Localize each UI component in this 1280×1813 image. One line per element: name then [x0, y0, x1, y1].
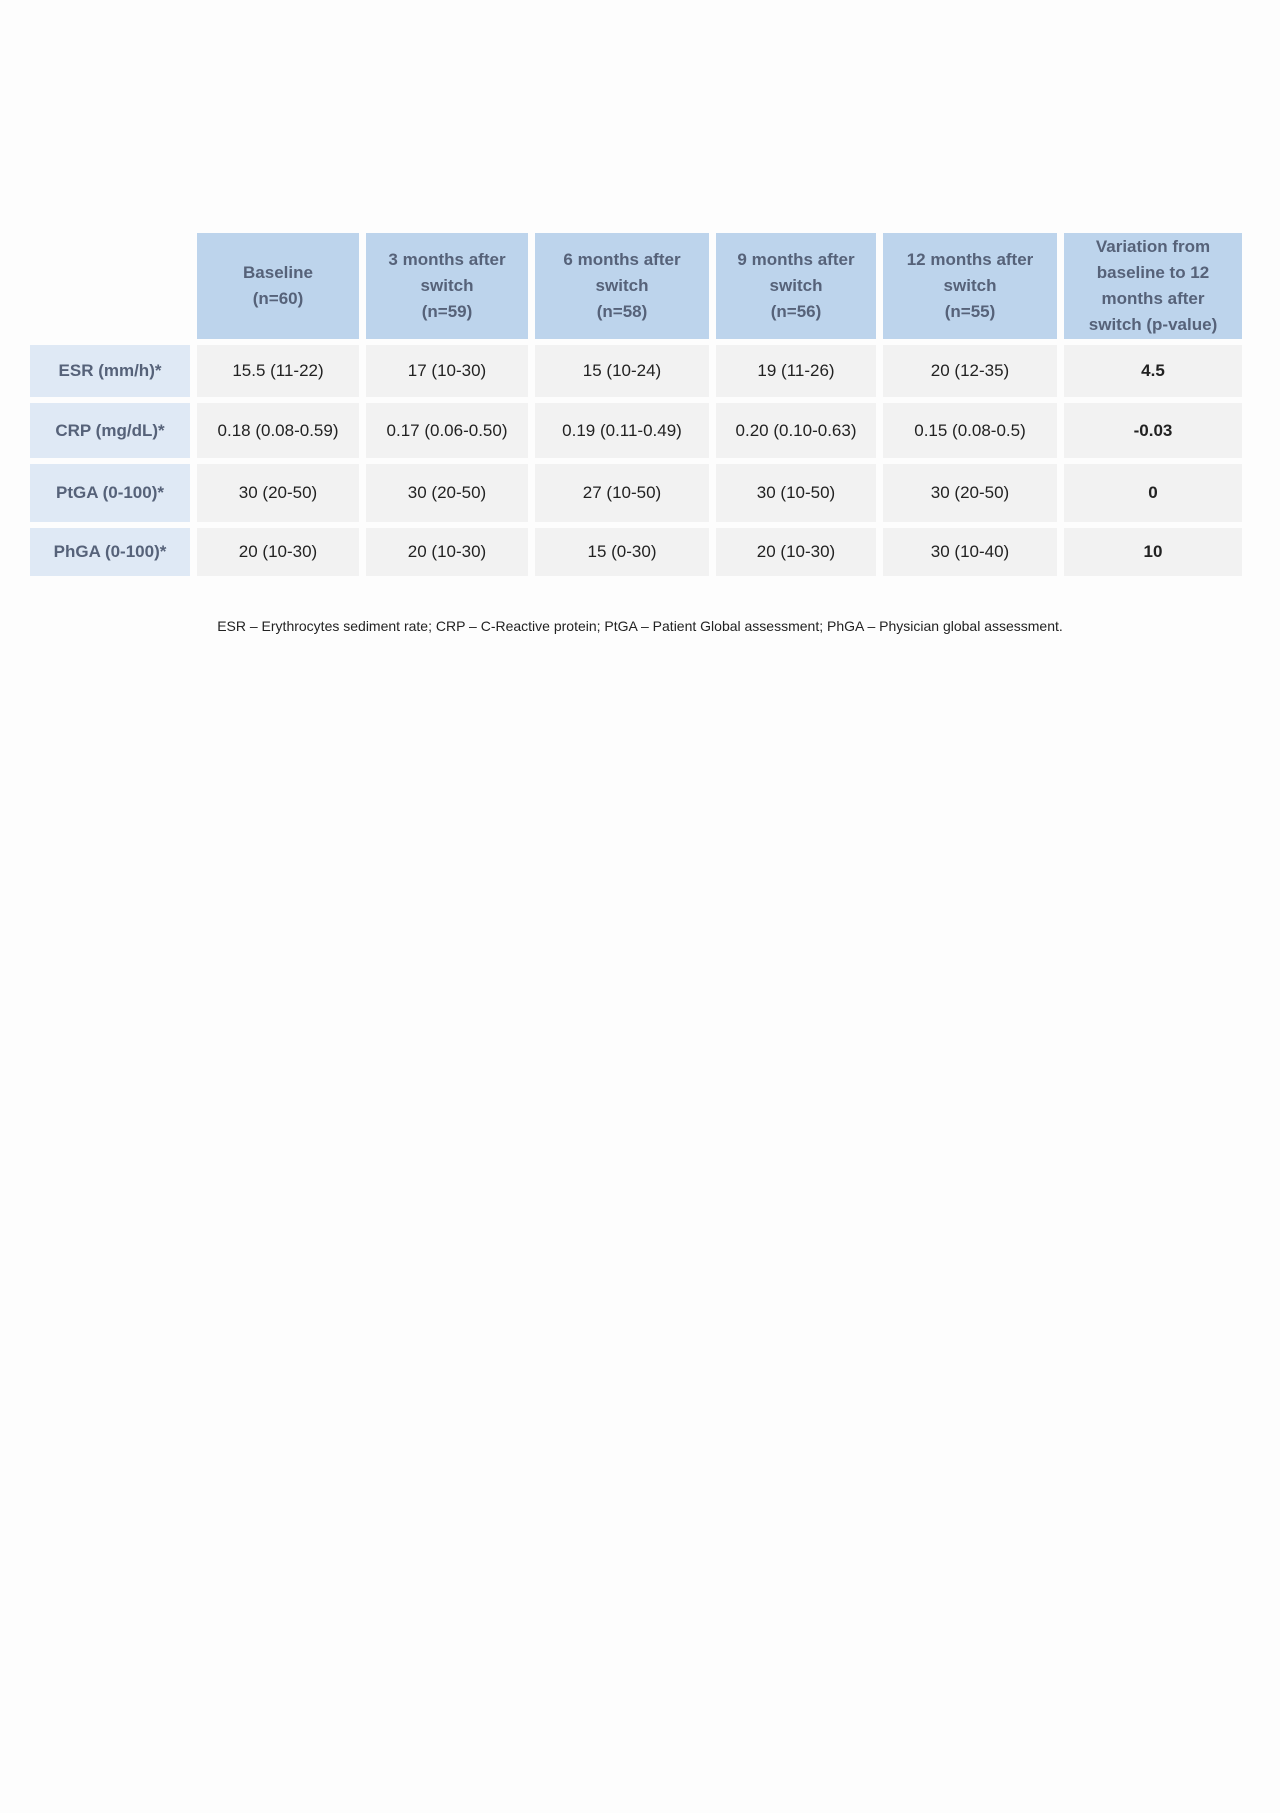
- table-cell: 15 (0-30): [535, 528, 709, 576]
- column-header-baseline: [197, 233, 359, 339]
- column-header-line: 3 months after: [388, 250, 506, 269]
- table-cell: 30 (10-50): [716, 464, 876, 522]
- table-cell: 17 (10-30): [366, 345, 528, 397]
- table-cell: 30 (20-50): [883, 464, 1057, 522]
- table-cell: 20 (12-35): [883, 345, 1057, 397]
- column-header-line: switch: [420, 276, 474, 295]
- column-header-line: Variation from: [1095, 237, 1211, 256]
- table-row-esr: [30, 345, 1242, 397]
- column-header-line: baseline to 12: [1096, 263, 1210, 282]
- table-cell: 0.15 (0.08-0.5): [883, 403, 1057, 458]
- table-cell: 27 (10-50): [535, 464, 709, 522]
- table-cell: 0.19 (0.11-0.49): [535, 403, 709, 458]
- row-header-phga: PhGA (0-100)*: [30, 528, 190, 576]
- row-header-crp: CRP (mg/dL)*: [30, 403, 190, 458]
- column-header-variation: [1064, 233, 1242, 339]
- row-header-esr: ESR (mm/h)*: [30, 345, 190, 397]
- column-header-line: switch: [769, 276, 823, 295]
- column-header-line: switch (p-value): [1088, 315, 1218, 334]
- table-cell: 30 (20-50): [197, 464, 359, 522]
- column-header-line: (n=56): [770, 302, 822, 321]
- table-row-phga: [30, 528, 1242, 576]
- table-cell: 20 (10-30): [366, 528, 528, 576]
- table-cell: 20 (10-30): [716, 528, 876, 576]
- table-cell-variation: 10: [1064, 528, 1242, 576]
- table-cell-variation: 0: [1064, 464, 1242, 522]
- column-header-line: switch: [595, 276, 649, 295]
- header-row: [30, 233, 1242, 339]
- column-header-line: (n=60): [252, 289, 304, 308]
- table-cell: 15 (10-24): [535, 345, 709, 397]
- column-header-3-months: [366, 233, 528, 339]
- column-header-line: switch: [943, 276, 997, 295]
- table-row-crp: [30, 403, 1242, 458]
- table-cell: 0.18 (0.08-0.59): [197, 403, 359, 458]
- row-header-ptga: PtGA (0-100)*: [30, 464, 190, 522]
- table-corner: [30, 233, 190, 339]
- column-header-9-months: [716, 233, 876, 339]
- column-header-6-months: [535, 233, 709, 339]
- table-cell: 30 (20-50): [366, 464, 528, 522]
- table-cell: 15.5 (11-22): [197, 345, 359, 397]
- column-header-line: 12 months after: [906, 250, 1034, 269]
- table-footnote: ESR – Erythrocytes sediment rate; CRP – C-Reactive protein; PtGA – Patient Global assessment; PhGA – Physician global assessment.: [217, 618, 1063, 634]
- column-header-line: months after: [1101, 289, 1205, 308]
- table-cell: 0.20 (0.10-0.63): [716, 403, 876, 458]
- column-header-12-months: [883, 233, 1057, 339]
- column-header-line: (n=55): [944, 302, 996, 321]
- table-cell: 30 (10-40): [883, 528, 1057, 576]
- column-header-line: (n=59): [421, 302, 473, 321]
- table-cell: 20 (10-30): [197, 528, 359, 576]
- table-cell-variation: -0.03: [1064, 403, 1242, 458]
- column-header-line: 6 months after: [563, 250, 681, 269]
- column-header-line: 9 months after: [737, 250, 855, 269]
- table-cell: 0.17 (0.06-0.50): [366, 403, 528, 458]
- column-header-line: Baseline: [243, 263, 313, 282]
- table-row-ptga: [30, 464, 1242, 522]
- column-header-line: (n=58): [596, 302, 648, 321]
- table-cell-variation: 4.5: [1064, 345, 1242, 397]
- results-table: [23, 227, 1249, 582]
- table-cell: 19 (11-26): [716, 345, 876, 397]
